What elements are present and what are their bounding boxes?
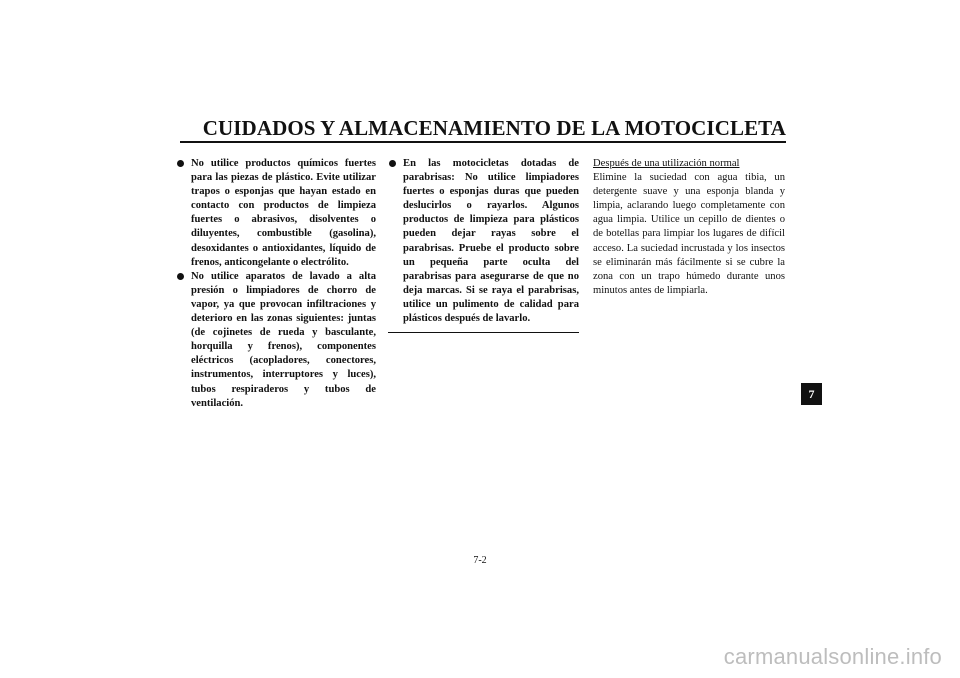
caution-item (388, 157, 579, 326)
right-column (593, 157, 785, 298)
caution-text: En las motocicletas dotadas de parabrisas: No utilice limpiadores fuertes o esponjas duras que pueden deslucirlos o rayarlos. Algunos productos de limpieza para plásticos pueden dejar rayas sobre el parabrisas. Pruebe el producto sobre un pequeña parte oculta del parabrisas para asegurarse de que no deja marcas. Si se raya el parabrisas, utilice un pulimento de calidad para plásticos después de lavarlo. (403, 158, 579, 325)
bullet-icon (177, 160, 184, 167)
caution-text: No utilice aparatos de lavado a alta presión o limpiadores de chorro de vapor, ya que provocan infiltraciones y deterioro en las zonas siguientes: juntas (de cojinetes de rueda y basculante, horquilla y frenos), componentes eléctricos (acopladores, conectores, instrumentos, interruptores y luces), tubos respiraderos y tubos de ventilación. (191, 270, 376, 409)
chapter-tab: 7 (801, 383, 822, 405)
section-body: Elimine la suciedad con agua tibia, un detergente suave y una esponja blanda y limpia, aclarando luego completamente con agua limpia. Utilice un cepillo de dientes o de botellas para limpiar los lugares de difícil acceso. La suciedad incrustada y los insectos se eliminarán más fácilmente si se cubre la zona con un trapo húmedo durante unos minutos antes de limpiarla. (593, 172, 785, 296)
watermark: carmanualsonline.info (723, 644, 942, 669)
caution-text: No utilice productos químicos fuertes para las piezas de plástico. Evite utilizar trapos o esponjas que hayan estado en contacto con productos de limpieza fuertes o abrasivos, disolventes o diluyentes, combustible (gasolina), desoxidantes o antioxidantes, líquido de frenos, anticongelante o electrólito. (191, 158, 376, 268)
section-subheading: Después de una utilización normal (593, 158, 740, 169)
bullet-icon (177, 273, 184, 280)
caution-item (176, 157, 376, 270)
left-column (176, 157, 376, 411)
caution-end-rule (388, 332, 579, 333)
bullet-icon (389, 160, 396, 167)
page-number: 7-2 (473, 555, 487, 566)
middle-column (388, 157, 579, 333)
caution-item (176, 270, 376, 411)
page-title: CUIDADOS Y ALMACENAMIENTO DE LA MOTOCICLETA (202, 116, 786, 140)
title-rule (180, 141, 786, 143)
